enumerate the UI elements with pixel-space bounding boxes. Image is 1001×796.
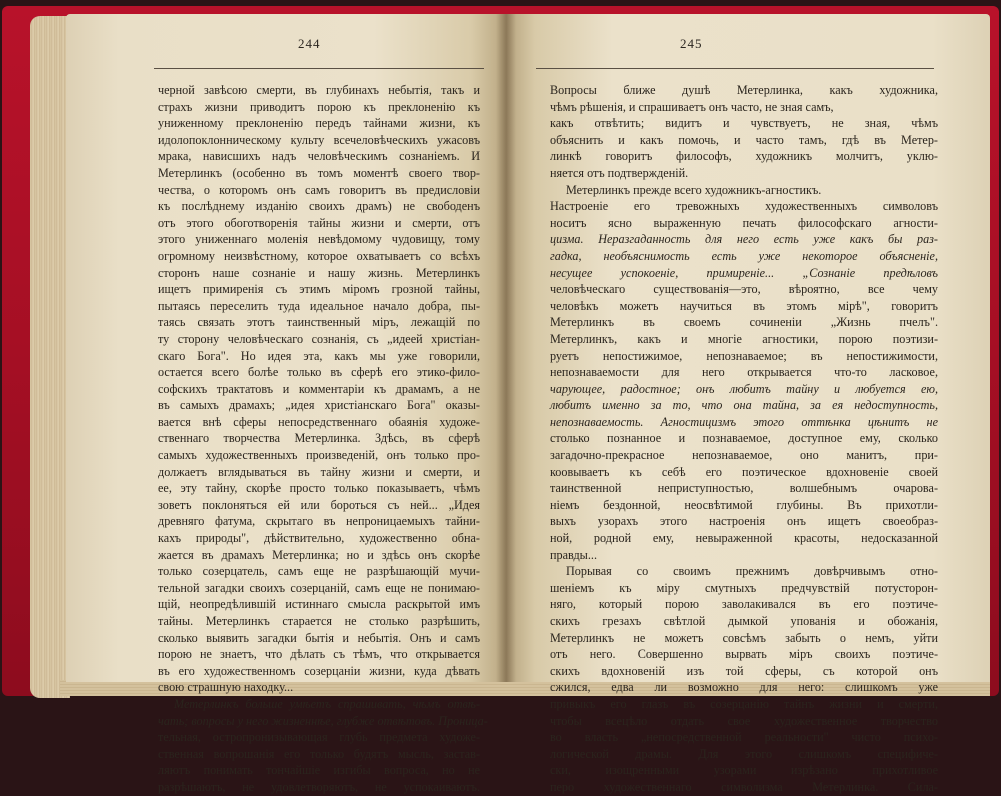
text-line: непознаваемость. Агностицизмъ этого оттѣнка цѣнитъ не — [550, 414, 938, 429]
text-line: любитъ именно за то, что она тайна, за ея недоступность, — [550, 398, 938, 413]
text-line: руетъ непостижимое, непознаваемое; въ непостижимости, — [550, 348, 938, 363]
text-line: въ самыхъ драмахъ; „идея христіанскаго Бога" оказы- — [158, 398, 480, 413]
text-line: носитъ ясно выраженную печать философскаго агности- — [550, 215, 938, 230]
text-line: Метерлинкъ больше умѣетъ спрашивать, чѣмъ отвѣ- — [174, 696, 480, 711]
text-line: софскихъ трактатовъ и комментаріи къ драмамъ, а не — [158, 381, 480, 396]
text-line: чества, о которомъ онъ самъ говоритъ въ предисловіи — [158, 182, 480, 197]
text-line: черной завѣсою смерти, въ глубинахъ небытія, такъ и — [158, 83, 480, 97]
right-page — [506, 14, 990, 794]
text-line: ту сторону человѣческаго сознанія, съ „идеей христіан- — [158, 331, 480, 346]
text-line: ственная вопрошанія его только будятъ мысль, застав- — [158, 746, 480, 761]
text-line: скаго Бога". Но идея эта, какъ мы уже говорили, — [158, 348, 480, 363]
text-line: чарующее, радостное; онъ любитъ тайну и любуется ею, — [550, 381, 938, 396]
text-line: ски, изощренными узорами изрѣзано прихотливое — [550, 763, 938, 778]
text-line: пытаясь переселить туда идеальное начало добра, пы- — [158, 298, 480, 313]
text-line: вается внѣ сферы непосредственнаго обаянія художе- — [158, 414, 480, 429]
text-line: ищетъ примиренія съ этимъ міромъ грозной тайны, — [158, 282, 480, 297]
text-line: Метерлинкъ прежде всего художникъ-агностикъ. — [566, 182, 822, 197]
text-line: къ послѣднему изданію своихъ драмъ) не свободенъ — [158, 199, 480, 214]
text-line: линкѣ говоритъ философъ, художникъ молчитъ, уклю- — [550, 149, 938, 164]
right-page-text — [550, 82, 938, 796]
text-line: цизма. Неразгаданность для него есть уже какъ бы раз- — [550, 232, 938, 247]
text-line: правды... — [550, 547, 598, 562]
text-line: страхъ жизни приводитъ порою къ преклоненію къ — [158, 99, 480, 114]
text-line: ніемъ бездонной, неосвѣтимой глубины. Въ прихотли- — [550, 497, 938, 512]
text-line: жается въ драмахъ Метерлинка; но и здѣсь онъ скорѣе — [158, 547, 480, 562]
text-line: таясь связать этотъ таинственный міръ, лежащій по — [158, 315, 480, 330]
left-page-number: 244 — [298, 36, 321, 51]
text-line: скихъ вдохновеній изъ той сферы, съ которой онъ — [550, 663, 938, 678]
text-line: ственнаго творчества Метерлинка. Здѣсь, въ сферѣ — [158, 431, 480, 446]
left-page-text — [158, 82, 488, 796]
right-page-number: 245 — [680, 36, 703, 51]
left-header-rule — [154, 68, 484, 69]
page-edges-left — [30, 16, 70, 698]
text-line: несущее успокоеніе, примиреніе... „Сознаніе предѣловъ — [550, 265, 938, 280]
text-line: огромному неизвѣстному, которое охватываетъ со всѣхъ — [158, 248, 480, 263]
text-line: таинственной неприступностью, волшебнымъ очарова- — [550, 481, 938, 496]
text-line: шеніемъ къ міру смутныхъ предчувствій потусторон- — [550, 580, 938, 595]
text-line: этого униженнаго моленія невѣдомому чудовищу, тому — [158, 232, 480, 247]
text-line: чтобы всецѣло отдать свое художественное творчество — [550, 713, 938, 728]
text-line: отъ этого обоготворенія тайны жизни и смерти, отъ — [158, 215, 480, 230]
text-line: перо художественнаго символизма Метерлинка. Сила- — [550, 779, 938, 794]
text-line: остается всего болѣе только въ сферѣ его этико-фило- — [158, 365, 480, 380]
text-line: гадка, необъяснимость есть уже некоторое объясненіе, — [550, 248, 938, 263]
text-line: сжился, едва ли возможно для него: слишкомъ уже — [550, 680, 938, 695]
text-line: Метерлинкъ не можетъ совсѣмъ забыть о немъ, уйти — [550, 630, 938, 645]
text-line: въ его художественномъ созерцаніи жизни, куда дѣвать — [158, 663, 480, 678]
text-line: Настроеніе его тревожныхъ художественныхъ символовъ — [550, 199, 938, 214]
text-line: выхъ узорахъ этого настроенія онъ ищетъ своеобраз- — [550, 514, 938, 529]
text-line: человѣческаго существованія—это, вѣроятно, все чему — [550, 282, 938, 297]
text-line: няется отъ подтвержденій. — [550, 165, 689, 180]
text-line: щій, неопредѣлившій истиннаго смысла раскрытой имъ — [158, 597, 480, 612]
text-line: порою не знаетъ, что дѣлать съ тѣмъ, что открывается — [158, 647, 480, 662]
book-gutter — [496, 14, 516, 682]
text-line: привыкъ его глазъ въ созерцанію тайнъ жизни и смерти, — [550, 696, 938, 711]
text-line: Порывая со своимъ прежнимъ довѣрчивымъ отно- — [566, 564, 938, 579]
text-line: униженному преклоненію передъ тайнами жизни, къ — [158, 116, 480, 131]
right-header-rule — [536, 68, 934, 69]
text-line: кахъ природы", дѣйствительно, художественно обна- — [158, 531, 480, 546]
text-line: должаетъ вглядываться въ тайну жизни и смерти, и — [158, 464, 480, 479]
text-line: коовываетъ къ себѣ его поэтическое вдохновеніе своей — [550, 464, 938, 479]
text-line: ляютъ понимать тончайшіе изгибы вопроса, но не — [158, 763, 480, 778]
text-line: человѣкъ можетъ научиться въ этомъ мірѣ", говоритъ — [550, 298, 938, 313]
text-line: чѣмъ рѣшенія, и спрашиваетъ онъ часто, не зная самъ, — [550, 99, 834, 114]
text-line: самыхъ художественныхъ произведеній, онъ только про- — [158, 448, 480, 463]
text-line: древняго фатума, скрытаго въ непроницаемыхъ тайни- — [158, 514, 480, 529]
text-line: только созерцатель, самъ еще не разрѣшающій мучи- — [158, 564, 480, 579]
text-line: разрѣшаютъ, не удовлетворяютъ, не успокаиваютъ. — [158, 779, 480, 794]
text-line: тельной загадки своихъ созерцаній, самъ еще не понимаю- — [158, 580, 480, 595]
text-line: тельная, остропронизывающая глубь предмета художе- — [158, 730, 480, 745]
text-line: ее, эту тайну, скорѣе просто только показываетъ, чѣмъ — [158, 481, 480, 496]
text-line: сколько выявить загадки бытія и небытія. Онъ и самъ — [158, 630, 480, 645]
text-line: столько познанное и познаваемое, доступное ему, сколько — [550, 431, 938, 446]
text-line: какъ отвѣтить; видитъ и чувствуетъ, не зная, чѣмъ — [550, 116, 938, 131]
text-line: свою страшную находку... — [158, 680, 294, 695]
text-line: непознаваемости для него открывается что-то ласковое, — [550, 365, 938, 380]
text-line: скихъ грезахъ свѣтлой дымкой упованія и обожанія, — [550, 614, 938, 628]
text-line: Метерлинкъ (особенно въ томъ моментѣ своего твор- — [158, 165, 480, 180]
text-line: ной, родной ему, невыраженной красоты, недосказанной — [550, 531, 938, 546]
text-line: Метерлинкъ, какъ и многіе агностики, порою поэтизи- — [550, 331, 938, 346]
text-line: чать; вопросы у него жизненнѣе, глубже отвѣтовъ. Проница- — [158, 713, 488, 728]
text-line: сторонъ наше сознаніе и нашу жизнь. Метерлинкъ — [158, 265, 480, 280]
left-page — [66, 14, 506, 794]
text-line: няго, который порою заволакивался въ его поэтиче- — [550, 597, 938, 612]
text-line: Метерлинкъ въ своемъ сочиненіи „Жизнь пчелъ". — [550, 315, 938, 330]
text-line: объяснить и какъ помочь, и часто тамъ, гдѣ въ Метер- — [550, 132, 938, 147]
text-line: Вопросы ближе душѣ Метерлинка, какъ художника, — [550, 83, 938, 97]
text-line: отъ него. Совершенно вырвать міръ своихъ поэтиче- — [550, 647, 938, 662]
text-line: зоветъ поклоняться ей или бороться съ ней... „Идея — [158, 497, 480, 512]
text-line: идолопоклонническому культу всечеловѣческихъ ужасовъ — [158, 132, 480, 147]
text-line: логической драмы. Для этого слишкомъ специфиче- — [550, 746, 938, 761]
text-line: во власть „непосредственной реальности" чисто психо- — [550, 730, 938, 745]
text-line: мрака, нависшихъ надъ человѣческимъ сознаніемъ. И — [158, 149, 480, 164]
text-line: тайны. Метерлинкъ старается не столько разрѣшить, — [158, 614, 480, 628]
text-line: загадочно-прекрасное непознаваемое, оно манитъ, при- — [550, 448, 938, 463]
